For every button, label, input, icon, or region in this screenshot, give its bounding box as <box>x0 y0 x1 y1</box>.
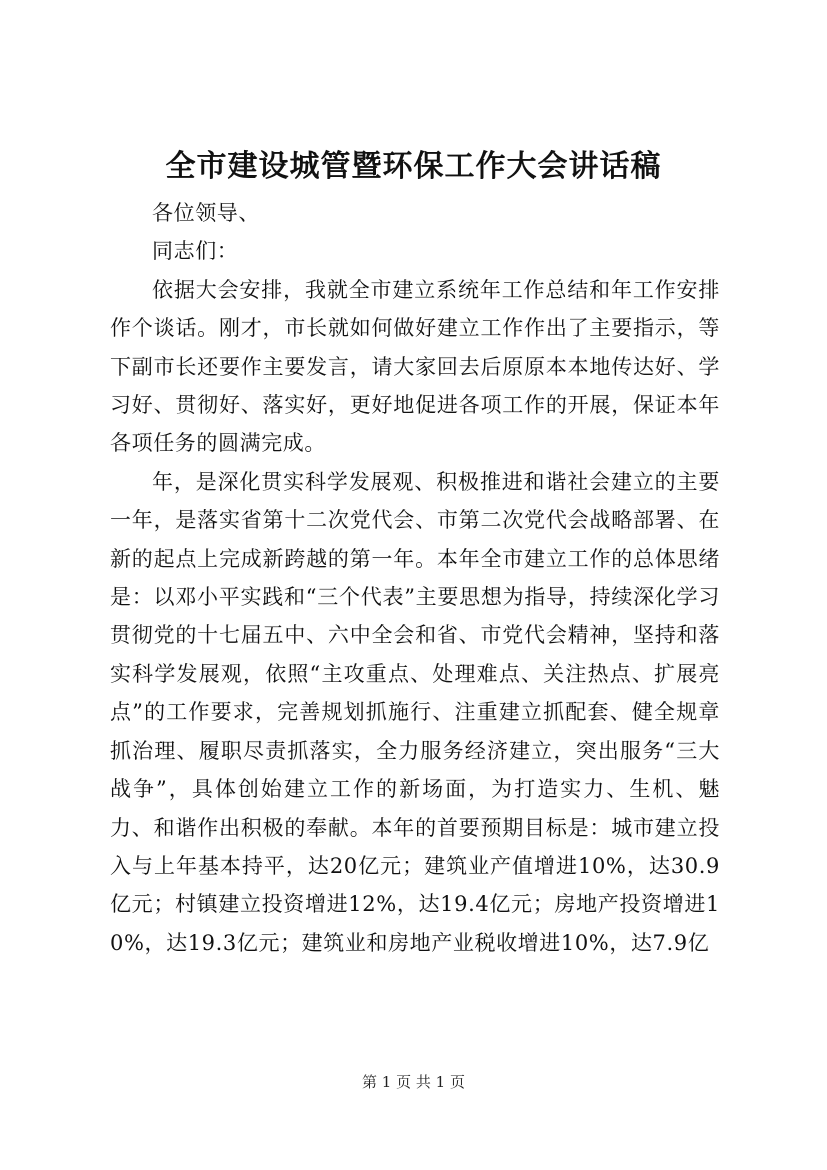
body-paragraph: 依据大会安排，我就全市建立系统年工作总结和年工作安排作个谈话。刚才，市长就如何做好建立工作作出了主要指示，等下副市长还要作主要发言，请大家回去后原原本本地传达好、学习好、贯彻好、落实好，更好地促进各项工作的开展，保证本年各项任务的圆满完成。 <box>110 277 720 456</box>
salutation-line: 同志们： <box>152 239 239 264</box>
body-paragraph: 年，是深化贯实科学发展观、积极推进和谐社会建立的主要一年，是落实省第十二次党代会、市第二次党代会战略部署、在新的起点上完成新跨越的第一年。本年全市建立工作的总体思绪是：以邓小平实践和“三个代表”主要思想为指导，持续深化学习贯彻党的十七届五中、六中全会和省、市党代会精神，坚持和落实科学发展观，依照“主攻重点、处理难点、关注热点、扩展亮点”的工作要求，完善规划抓施行、注重建立抓配套、健全规章抓治理、履职尽责抓落实，全力服务经济建立，突出服务“三大战争”，具体创始建立工作的新场面，为打造实力、生机、魅力、和谐作出积极的奉献。本年的首要预期目标是：城市建立投入与上年基本持平，达20亿元；建筑业产值增进10%，达30.9亿元；村镇建立投资增进12%，达19.4亿元；房地产投资增进10%，达19.3亿元；建筑业和房地产业税收增进10%，达7.9亿 <box>110 469 720 955</box>
document-body <box>110 194 720 962</box>
salutation-line: 各位领导、 <box>152 201 260 225</box>
page-footer: 第 1 页 共 1 页 <box>362 1073 465 1091</box>
document-title: 全市建设城管暨环保工作大会讲话稿 <box>165 149 662 184</box>
